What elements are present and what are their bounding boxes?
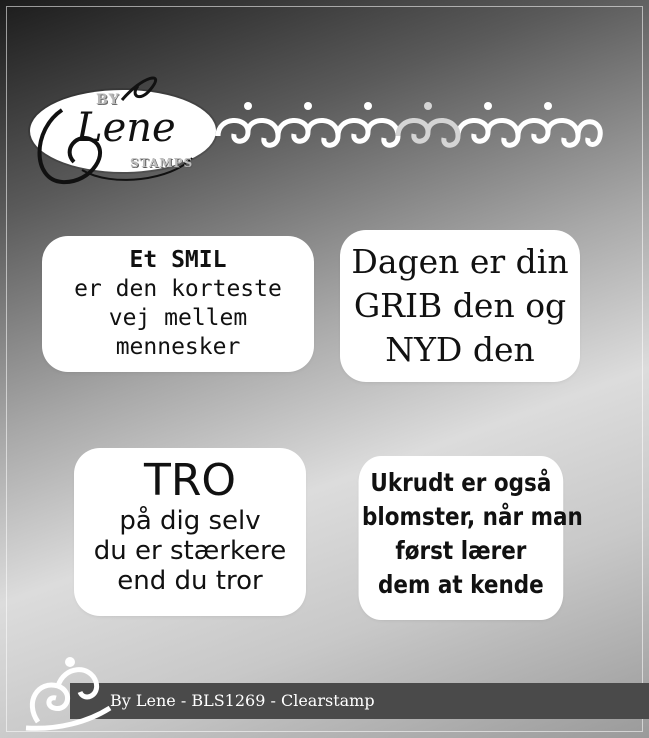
stamp-line: blomster, når man <box>362 502 583 531</box>
stamp-line: end du tror <box>117 566 263 596</box>
stamp-dagen <box>344 234 576 378</box>
logo-name-text: Lene <box>76 105 176 151</box>
stamp-line: Et SMIL <box>129 247 227 273</box>
stamp-line: TRO <box>143 455 237 506</box>
stamp-line: på dig selv <box>119 506 261 536</box>
scroll-border-icon <box>208 96 608 160</box>
stamp-line: Ukrudt er også <box>370 468 552 497</box>
stamp-line: du er stærkere <box>93 536 287 566</box>
stamp-line: NYD den <box>385 330 535 369</box>
stamp-line: først lærer <box>395 536 527 565</box>
stamp-line: GRIB den og <box>353 286 567 325</box>
stamp-line: dem at kende <box>378 570 544 599</box>
stamp-ukrudt <box>362 460 583 616</box>
brand-logo <box>22 70 222 190</box>
logo-stamps-text: STAMPS <box>130 156 194 170</box>
product-caption: By Lene - BLS1269 - Clearstamp <box>110 691 375 710</box>
corner-flourish-icon <box>18 652 114 732</box>
stamp-smil <box>46 240 310 368</box>
stamp-line: er den korteste <box>74 276 282 302</box>
stamp-line: Dagen er din <box>351 242 569 281</box>
logo-by-text: BY <box>96 92 120 108</box>
stamp-line: vej mellem <box>108 305 248 331</box>
stamp-tro <box>78 452 302 612</box>
stamp-line: mennesker <box>115 334 241 360</box>
